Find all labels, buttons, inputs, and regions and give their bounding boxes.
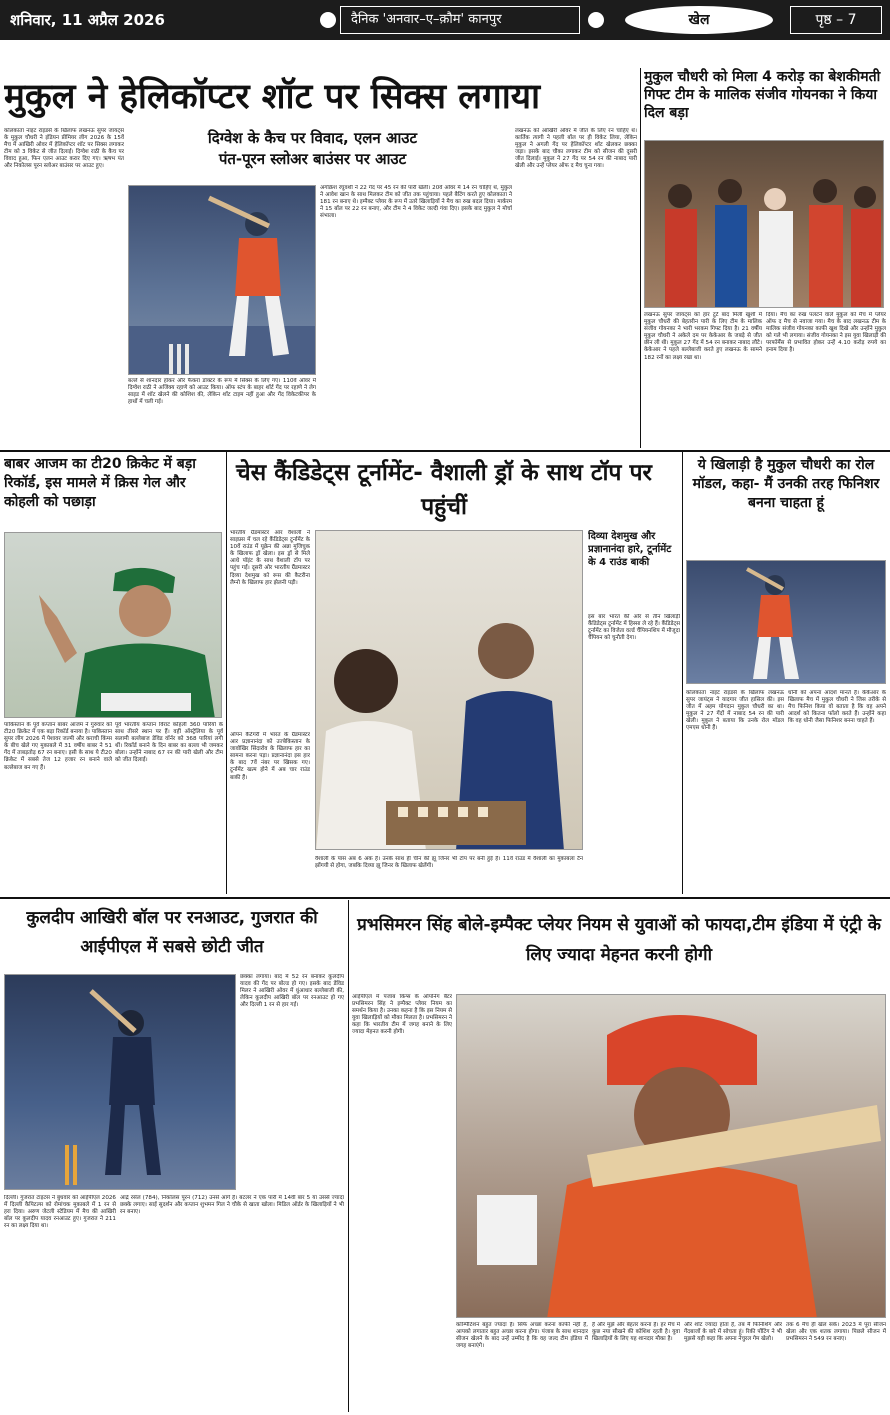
kuldeep-col2: आंद्रे रसेल (784), निकोलस पूरन (712) उनसे आगे हैं। बटलर ने एक पारी में 14वीं बार 5 या उससे ज्यादा छक्के लगाए। साई सुदर्शन और कप्तान शुभमन गिल ने चौके से खाता खोला। मिडिल ऑर्डर के खिलाड़ियों ने भी रन बनाए। (120, 1195, 344, 1216)
subhead-line-1: दिग्वेश के कैच पर विवाद, एलन आउट (207, 129, 418, 147)
chess-players-photo (315, 530, 583, 850)
mukul-gift-col1: लखनऊ सुपर जायंट्स को हार टूटे बाद मिली खुशी में मुकुल चौधरी की बेहतरीन पारी के लिए टीम के मालिक संजीव गोयनका ने भारी भरकम गिफ्ट दिया है। 21 वर्षीय मुकुल चौधरी ने अकेले दम पर केकेआर के जबड़े से जीत छीन ली थी। मुकुल 27 गेंद में 54 रन बनाकर नाबाद लौटे। केकेआर ने पहले बल्लेबाजी करते हुए लखनऊ के सामने 182 रनों का लक्ष्य रखा था। (644, 312, 762, 361)
prabhsimran-photo (456, 994, 886, 1318)
kuldeep-headline: कुलदीप आखिरी बॉल पर रनआउट, गुजरात की आईपीएल में सबसे छोटी जीत (26, 908, 318, 957)
mukul-six-lead-column: कोलकाता नाइट राइडर्स के खिलाफ लखनऊ सुपर जायंट्स के मुकुल चौधरी ने इंडियन प्रीमियर लीग 2026 के 15वें मैच में आखिरी ओवर में हेलिकॉप्टर शॉट पर सिक्स लगाकर टीम को 3 विकेट से जीत दिलाई। दिग्वेश राठी के कैच पर विवाद हुआ, फिन एलन आउट करार दिए गए। ऋषभ पंत और निकोलस पूरन स्लोअर बाउंसर पर आउट हुए। (4, 128, 124, 170)
divider-horizontal-1 (0, 450, 890, 452)
mukul-six-photo-caption: बल्ले से शानदार हॉकर और फैंकरां डॉक्टर के रूप में सिक्स के लिए गए। 110वें ओवर में दिग्वेश राठी ने अजिंक्य रहाणे को आउट किया। ऑफ स्टंप के बाहर शॉर्ट गेंद पर रहाणे ने लेग साइड में शॉट खेलने की कोशिश की, लेकिन शॉट टाइम नहीं हुआ और गेंद विकेटकीपर के हाथों में चली गई। (128, 378, 316, 406)
kuldeep-col3: छक्का लगाया। बाद में 52 रन बनाकर कुलदीप यादव की गेंद पर बोल्ड हो गए। इसके बाद डेविड मिलर ने आखिरी ओवर में धुंआधार बल्लेबाजी की, लेकिन कुलदीप आखिरी बॉल पर रनआउट हो गए और दिल्ली 1 रन से हार गई। (240, 974, 344, 1009)
prabhsimran-col1: आईपीएल में पंजाब किंग्स के ओपनिंग बैटर प्रभसिमरन सिंह ने इम्पैक्ट प्लेयर नियम का समर्थन किया है। उनका कहना है कि इस नियम से युवा खिलाड़ियों को मौका मिलता है। प्रभसिमरन ने कहा कि भारतीय टीम में जगह बनाने के लिए ज्यादा मेहनत करनी होगी। (352, 994, 452, 1036)
masthead-bullet-left (320, 12, 336, 28)
ceremony-illustration (645, 141, 884, 308)
prabhsimran-col3: है और मुझे और बेहतर करना है। हर मैच में कुछ नया सीखने की कोशिश रहती है। युवा खिलाड़ियों के लिए यह शानदार मौका है। (592, 1322, 680, 1343)
masthead-section (625, 6, 773, 34)
divider-horizontal-2 (0, 897, 890, 899)
chess-col4: इस बार भारत की ओर से तीन खिलाड़ी कैंडिडेट्स टूर्नामेंट में हिस्सा ले रहे हैं। कैंडिडेट्स टूर्नामेंट का विजेता वर्ल्ड चैंपियनशिप में मौजूदा चैंपियन को चुनौती देगा। (588, 614, 680, 642)
divider-vertical-babar (226, 452, 227, 894)
finisher-illustration (687, 561, 886, 684)
mukul-six-subhead (130, 128, 495, 172)
mukul-finisher-photo (686, 560, 886, 684)
chess-illustration (316, 531, 583, 850)
divider-vertical-bottom (348, 900, 349, 1412)
kuldeep-col1: दिल्ली। गुजरात टाइटंस ने बुधवार को आईपीएल 2026 में दिल्ली कैपिटल्स को रोमांचक मुकाबले में 1 रन से हरा दिया। अरुण जेटली स्टेडियम में मैच की आखिरी बॉल पर कुलदीप यादव रनआउट हुए। गुजरात ने 211 रन का लक्ष्य दिया था। (4, 1195, 116, 1230)
prabhsimran-illustration (457, 995, 886, 1318)
chess-col3: वैशाली के पास अब 6 अंक हैं। उनके साथ ही चीन की झू जिनर भी टॉप पर बनी हुई हैं। 11वें राउंड में वैशाली का मुकाबला टैन झोंगयी से होगा, जबकि दिव्या झू जिनर के खिलाफ खेलेंगी। (315, 856, 583, 870)
prabhsimran-col4: और शॉट ज्यादा होता है, तब मैं फिनिशिंग और गेंदबाजों के बारे में सोचता हूं। रिकी पोंटिंग ने भी मुझसे यही कहा कि अपना नेचुरल गेम खेलो। (684, 1322, 782, 1343)
babar-col1: पाकिस्तान के पूर्व कप्तान बाबर आजम ने गुरुवार को टी20 क्रिकेट में एक बड़ा रिकॉर्ड बनाया है। पाकिस्तान सुपर लीग 2026 में पेशावर जल्मी और कराची किंग्स के बीच खेले गए मुकाबले में 31 वर्षीय बाबर ने 51 गेंद में ताबड़तोड़ 67 रन बनाए। इसी के साथ ये टी20 क्रिकेट में सबसे तेज 12 हजार रन बनाने वाले बल्लेबाज बन गए हैं। (4, 722, 112, 771)
mukul-six-headline: मुकुल ने हेलिकॉप्टर शॉट पर सिक्स लगाया (4, 77, 541, 117)
chess-headline: चेस कैंडिडेट्स टूर्नामेंट- वैशाली ड्रॉ के साथ टॉप पर पहुंचीं (236, 460, 652, 520)
mukul-six-col3: लखनऊ को आखिरी ओवर में जीत के लिए रन चाहिए थे। कार्तिक त्यागी ने पहली बॉल पर ही विकेट लिया, लेकिन मुकुल ने अगली गेंद पर हेलिकॉप्टर शॉट खेलकर छक्का जड़ा। इसके बाद चौका लगाकर टीम को सीजन की दूसरी जीत दिलाई। मुकुल ने 27 गेंद पर 54 रन की नाबाद पारी खेली और उन्हें प्लेयर ऑफ द मैच चुना गया। (515, 128, 637, 170)
divider-vertical-top (640, 68, 641, 448)
mukul-role-col1: कोलकाता नाइट राइडर्स के खिलाफ लखनऊ सुपर जायंट्स ने यादगार जीत हासिल की। इस जीत में अहम योगदान मुकुल चौधरी का था। मुकुल ने 27 गेंदों में नाबाद 54 रन की पारी खेली। मुकुल ने बताया कि उनके रोल मॉडल एमएस धोनी हैं। (686, 690, 784, 732)
prabhsimran-headline: प्रभसिमरन सिंह बोले-इम्पैक्ट प्लेयर नियम से युवाओं को फायदा,टीम इंडिया में एंट्री के लिए ज्यादा मेहनत करनी होगी (357, 915, 881, 965)
masthead-bullet-mid (588, 12, 604, 28)
babar-headline: बाबर आजम का टी20 क्रिकेट में बड़ा रिकॉर्ड, इस मामले में क्रिस गेल और कोहली को पछाड़ा (4, 456, 196, 510)
babar-col2: पूर्व भारतीय कप्तान विराट कोहली 360 पारियों के साथ तीसरे स्थान पर हैं। वहीं ऑस्ट्रेलिया के पूर्व सलामी बल्लेबाज डेविड वॉर्नर को 368 पारियां लगी थीं। रिकॉर्ड बनाने के दिन बाबर का बल्ला भी जमकर बोला। उन्होंने नाबाद 67 रन की पारी खेली और टीम को जीत दिलाई। (115, 722, 223, 764)
page-number: पृष्ठ – 7 (815, 12, 857, 28)
prabhsimran-col2: कॉम्पिटिशन बहुत ज्यादा है। सिर्फ अच्छा करना काफी नहीं है, आपको लगातार बहुत अच्छा करना होगा। पंजाब के साथ शानदार सीजन खेलने के बाद उन्हें उम्मीद है कि वह जल्द टीम इंडिया में जगह बनाएंगे। (456, 1322, 588, 1350)
masthead (0, 0, 890, 40)
chess-col1: भारतीय ग्रैंडमास्टर आर वैशाली ने साइप्रस में चल रहे कैंडिडेट्स टूर्नामेंट के 10वें राउंड में यूक्रेन की अन्ना मुजिचुक के खिलाफ ड्रॉ खेला। इस ड्रॉ से मिले आधे पॉइंट के साथ वैशाली टॉप पर पहुंच गईं। दूसरी ओर भारतीय ग्रैंडमास्टर दिव्या देशमुख को रूस की कैटरीना लैग्नो के खिलाफ हार झेलनी पड़ी। (230, 530, 310, 586)
babar-illustration (5, 533, 222, 718)
divider-vertical-chess (682, 452, 683, 894)
mukul-gift-headline: मुकुल चौधरी को मिला 4 करोड़ का बेशकीमती गिफ्ट टीम के मालिक संजीव गोयनका ने किया दिल बड़ा (644, 69, 881, 121)
masthead-page (790, 6, 882, 34)
gt-batter-illustration (5, 975, 236, 1190)
chess-sidebar-title: दिव्या देशमुख और प्रज्ञानानंदा हारे, टूर्नामेंट के 4 राउंड बाकी (588, 531, 672, 568)
mukul-role-headline: ये खिलाड़ी है मुकुल चौधरी का रोल मॉडल, कहा- मैं उनकी तरह फिनिशर बनना चाहता हूं (692, 457, 880, 511)
mukul-gift-col2: दिया। मैच का रुख पलटने वाले मुकुल को मैच में प्लेयर ऑफ द मैच से नवाजा गया। मैच के बाद लखनऊ टीम के मालिक संजीव गोयनका काफी खुश दिखे और उन्होंने मुकुल को गले भी लगाया। संजीव गोयनका ने इस युवा खिलाड़ी की परफॉर्मेंस से प्रभावित होकर उन्हें 4.10 करोड़ रुपये का इनाम दिया है। (766, 312, 886, 354)
gujarat-batter-photo (4, 974, 236, 1190)
chess-col2: ओपन कैटेगरी में भारत के ग्रैंडमास्टर आर प्रज्ञानानंदा को उज्बेकिस्तान के जावोखिर सिंदारोव के खिलाफ हार का सामना करना पड़ा। प्रज्ञानानंदा इस हार के बाद 7वें नंबर पर खिसक गए। टूर्नामेंट खत्म होने में अब चार राउंड बाकी हैं। (230, 732, 310, 781)
masthead-date: शनिवार, 11 अप्रैल 2026 (10, 11, 165, 29)
mukul-six-col2: अंगक्रिश रघुवंशी ने 22 गेंद पर 45 रन की पारी खेली। 20वें ओवर में 14 रन चाहिए थे, मुकुल ने आवेश खान के साथ मिलकर टीम को जीत तक पहुंचाया। पहले बैटिंग करते हुए कोलकाता ने 181 रन बनाए थे। इम्पैक्ट प्लेयर के रूप में उतरे खिलाड़ियों ने मैच का रुख बदल दिया। मार्करम ने 15 बॉल पर 22 रन बनाए, और टीम ने 4 विकेट जल्दी गंवा दिए। इसके बाद मुकुल ने मोर्चा संभाला। (320, 185, 512, 220)
mukul-batting-photo (128, 185, 316, 375)
subhead-line-2: पंत-पूरन स्लोअर बाउंसर पर आउट (218, 150, 407, 168)
babar-azam-photo (4, 532, 222, 718)
masthead-paper-name (340, 6, 580, 34)
gift-ceremony-photo (644, 140, 884, 308)
batsman-illustration (129, 186, 316, 375)
section-label: खेल (688, 12, 710, 28)
paper-name-text: दैनिक 'अनवार–ए–क़ौम' कानपुर (351, 12, 502, 27)
mukul-role-col2: धोनी को अपना आदर्श मानते हैं। केकेआर के खिलाफ मैच में मुकुल चौधरी ने जिस तरीके से मैच फिनिश किया वो बताता है कि वह अपने आदर्श को कितना फॉलो करते हैं। उन्होंने कहा कि वह धोनी जैसा फिनिशर बनना चाहते हैं। (788, 690, 886, 725)
prabhsimran-col5: तक 6 मैच ही खेल सके। 2023 में पूरा सीजन खेला और एक शतक लगाया। पिछले सीजन में प्रभसिमरन ने 549 रन बनाए। (786, 1322, 886, 1343)
